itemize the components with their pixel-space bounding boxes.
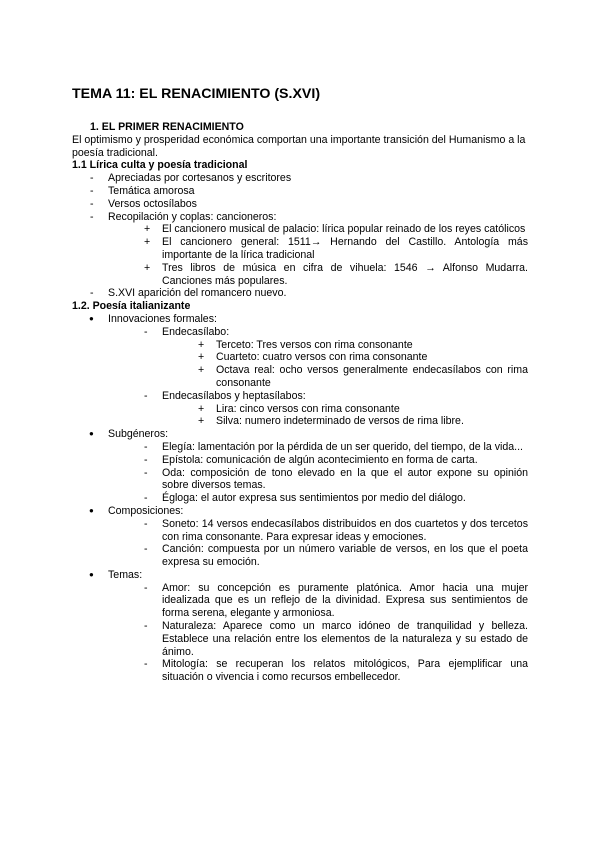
list-item xyxy=(72,569,528,684)
list-item-label: Endecasílabo: xyxy=(162,325,230,338)
list-item xyxy=(126,390,528,428)
list-item: + El cancionero general: 1511→ Hernando del Castillo. Antología más importante de la lírica tradicional xyxy=(144,236,528,262)
composiciones-list xyxy=(126,518,528,569)
section-heading: 1. EL PRIMER RENACIMIENTO xyxy=(90,121,244,133)
list-item: - Epístola: comunicación de algún acontecimiento en forma de carta. xyxy=(126,454,528,467)
list-item: + Tres libros de música en cifra de vihuela: 1546 → Alfonso Mudarra. Canciones más populares. xyxy=(144,262,528,288)
list-item: + El cancionero musical de palacio: lírica popular reinado de los reyes católicos xyxy=(144,223,528,236)
document-page xyxy=(72,86,528,684)
list-item: + Silva: numero indeterminado de versos de rima libre. xyxy=(198,415,528,428)
page-title: TEMA 11: EL RENACIMIENTO (S.XVI) xyxy=(72,86,321,102)
list-item xyxy=(72,211,528,288)
list-item xyxy=(72,428,528,505)
section-intro: El optimismo y prosperidad económica comportan una importante transición del Humanismo a la poesía tradicional. xyxy=(72,133,526,159)
list-item-label: Innovaciones formales: xyxy=(108,312,217,325)
list-item: - Amor: su concepción es puramente platónica. Amor hacia una mujer idealizada que es un reflejo de la divinidad. Expresa sus sentimientos de forma serena, elegante y armoniosa. xyxy=(126,582,528,620)
list-item xyxy=(72,505,528,569)
list-item: - Égloga: el autor expresa sus sentimientos por medio del diálogo. xyxy=(126,492,528,505)
list-item: - Temática amorosa xyxy=(72,185,528,198)
list-item-label: Endecasílabos y heptasílabos: xyxy=(162,389,306,402)
subsection-heading-italianizante: 1.2. Poesía italianizante xyxy=(72,300,191,313)
list-item: - Versos octosílabos xyxy=(72,198,528,211)
list-item: + Octava real: ocho versos generalmente endecasílabos con rima consonante xyxy=(198,364,528,390)
list-item: - Mitología: se recuperan los relatos mitológicos, Para ejemplificar una situación o vivencia i como recursos embellecedor. xyxy=(126,658,528,684)
list-item: - Apreciadas por cortesanos y escritores xyxy=(72,172,528,185)
list-item: - Oda: composición de tono elevado en la que el autor expone su opinión sobre diversos temas. xyxy=(126,467,528,493)
list-item xyxy=(126,326,528,390)
list-item: + Cuarteto: cuatro versos con rima consonante xyxy=(198,351,528,364)
innovaciones-list xyxy=(126,326,528,428)
italianizante-list xyxy=(72,313,528,684)
temas-list xyxy=(126,582,528,684)
list-item: - Soneto: 14 versos endecasílabos distribuidos en dos cuartetos y dos tercetos con rima consonante. Para expresar ideas y emociones. xyxy=(126,518,528,544)
list-item: - S.XVI aparición del romancero nuevo. xyxy=(72,287,528,300)
list-item: - Canción: compuesta por un número variable de versos, en los que el poeta expresa su emoción. xyxy=(126,543,528,569)
list-item-label: Temas: xyxy=(108,568,143,581)
list-item: + Terceto: Tres versos con rima consonante xyxy=(198,339,528,352)
list-item: - Naturaleza: Aparece como un marco idóneo de tranquilidad y belleza. Establece una relación entre los elementos de la naturaleza y su estado de ánimo. xyxy=(126,620,528,658)
subgeneros-list xyxy=(126,441,528,505)
lirica-list xyxy=(72,172,528,300)
list-item-label: Composiciones: xyxy=(108,504,184,517)
list-item-label: Recopilación y coplas: cancioneros: xyxy=(108,210,277,223)
cancioneros-list xyxy=(144,223,528,287)
list-item: - Elegía: lamentación por la pérdida de un ser querido, del tiempo, de la vida... xyxy=(126,441,528,454)
list-item: + Lira: cinco versos con rima consonante xyxy=(198,403,528,416)
list-item xyxy=(72,313,528,428)
endecasilabo-list xyxy=(198,339,528,390)
list-item-label: Subgéneros: xyxy=(108,428,169,441)
subsection-heading-lirica: 1.1 Lírica culta y poesía tradicional xyxy=(72,159,248,172)
heptasilabos-list xyxy=(198,403,528,429)
